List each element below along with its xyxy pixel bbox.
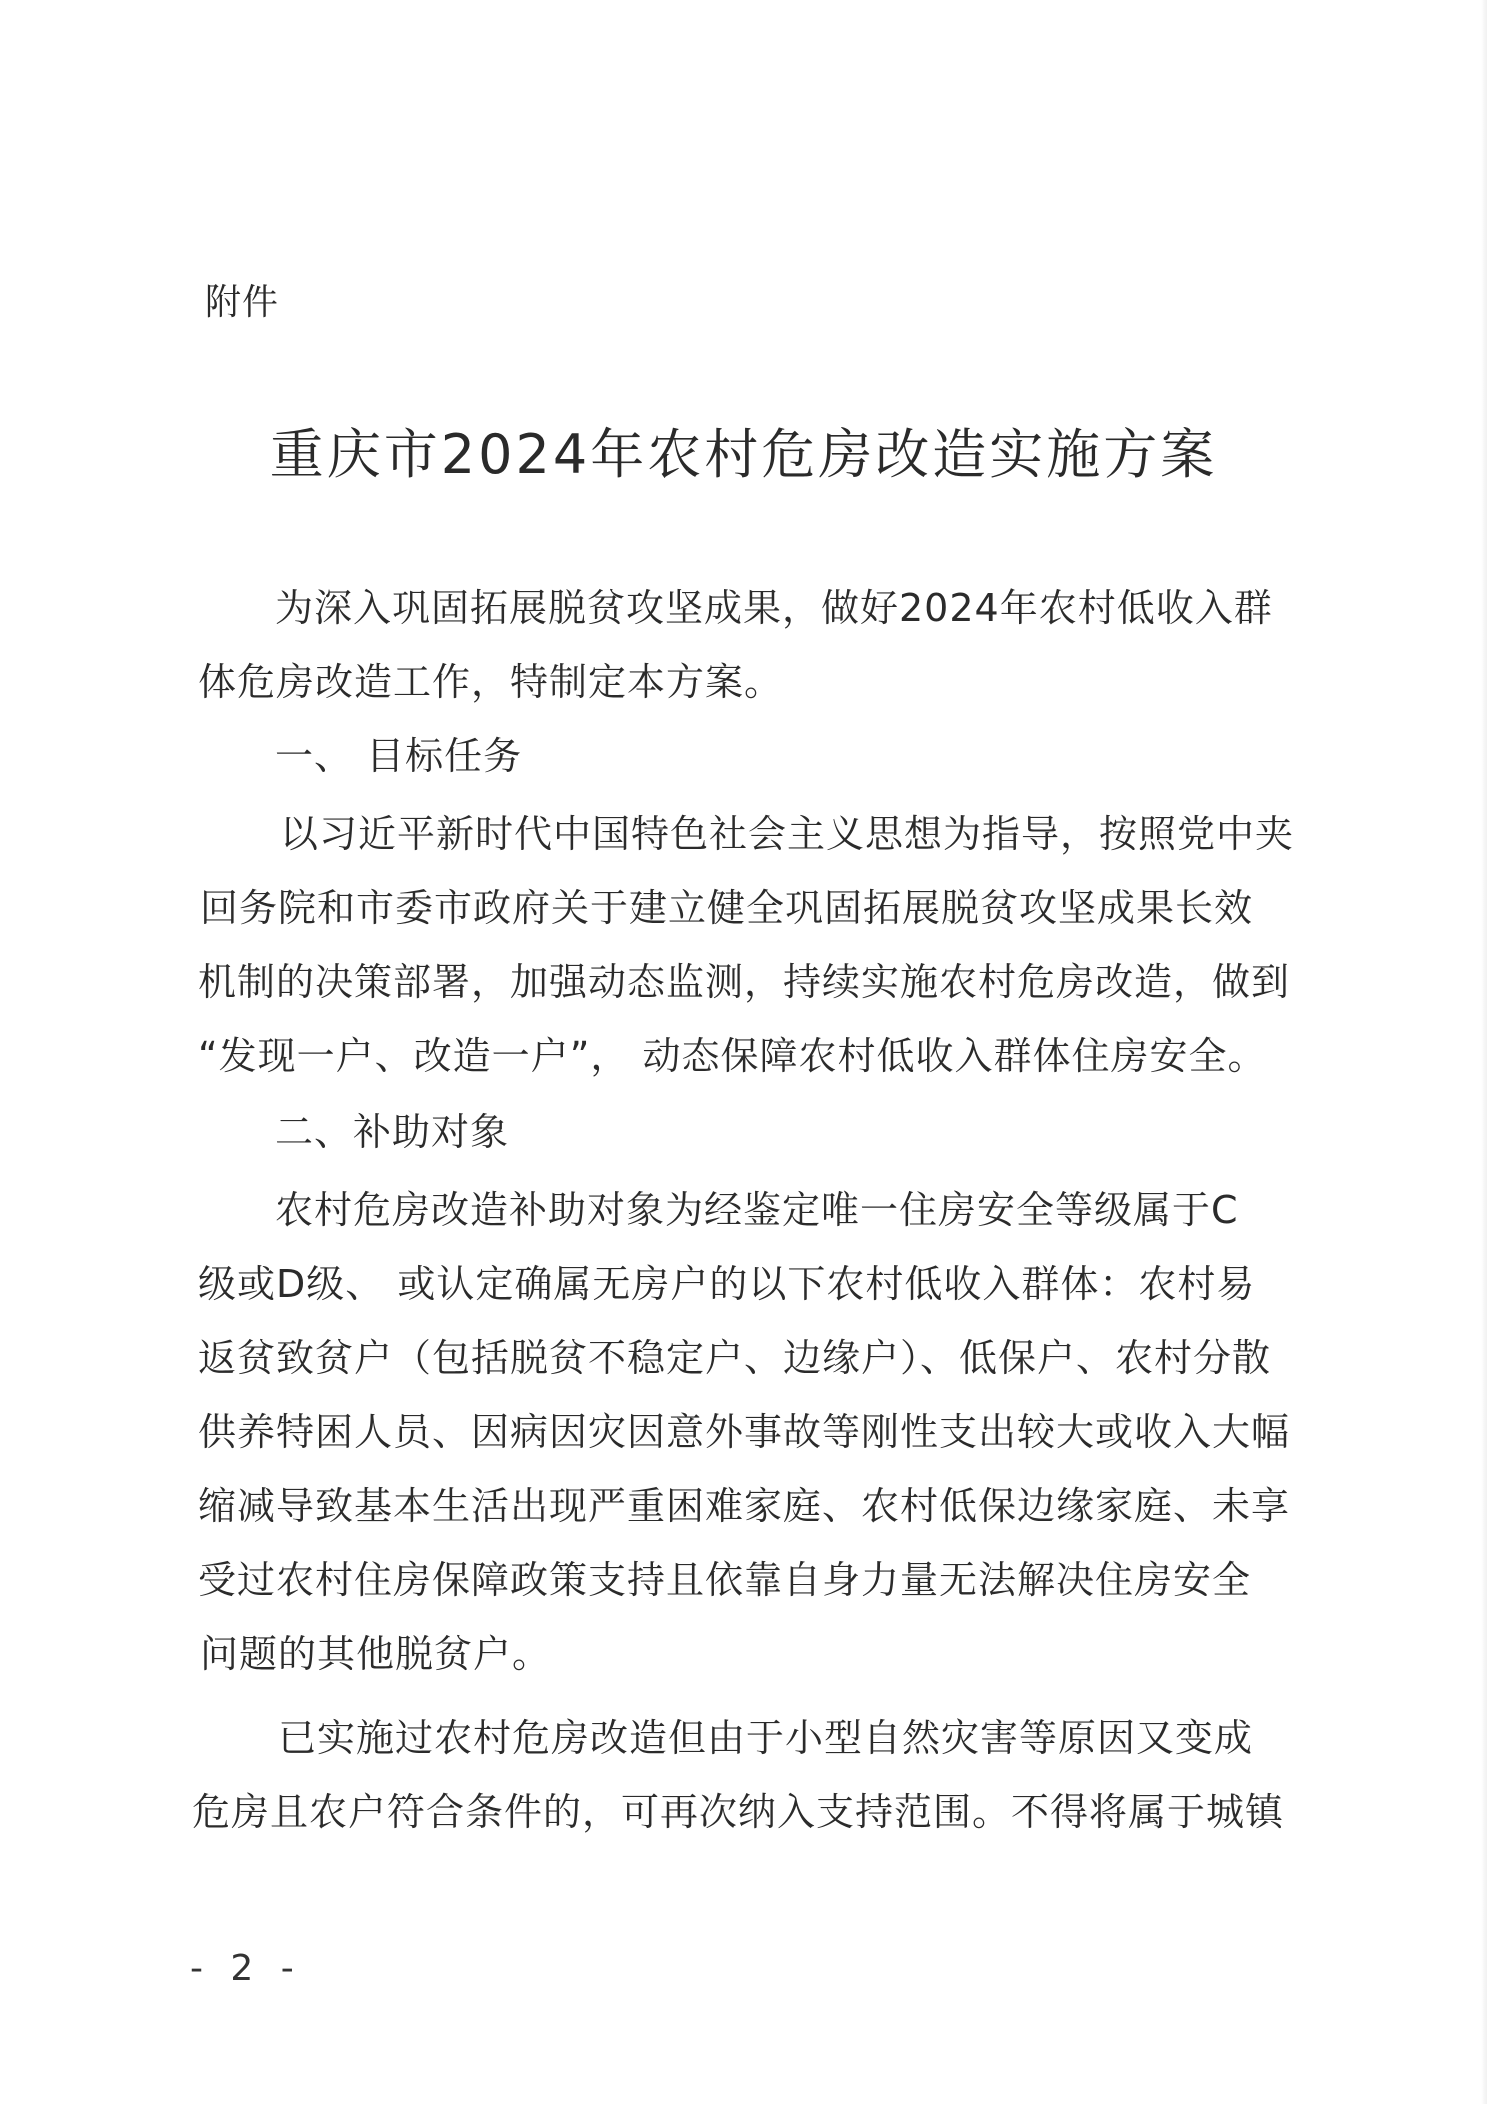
body-line: “发现一户、改造一户”， 动态保障农村低收入群体住房安全。 (198, 1034, 1267, 1078)
body-line: 级或D级、 或认定确属无房户的以下农村低收入群体：农村易 (198, 1262, 1256, 1306)
body-line: 体危房改造工作，特制定本方案。 (198, 660, 784, 704)
body-line: 农村危房改造补助对象为经鉴定唯一住房安全等级属于C (275, 1188, 1239, 1232)
body-line: 回务院和市委市政府关于建立健全巩固拓展脱贫攻坚成果长效 (200, 886, 1254, 930)
body-line: 机制的决策部署，加强动态监测，持续实施农村危房改造，做到 (198, 960, 1291, 1004)
body-line: 供养特困人员、因病因灾因意外事故等刚性支出较大或收入大幅 (198, 1410, 1291, 1454)
section-heading-objectives: 一、 目标任务 (275, 734, 523, 778)
body-line: 已实施过农村危房改造但由于小型自然灾害等原因又变成 (278, 1716, 1254, 1760)
body-line: 缩减导致基本生活出现严重困难家庭、农村低保边缘家庭、未享 (198, 1484, 1291, 1528)
body-line: 危房且农户符合条件的，可再次纳入支持范围。不得将属于城镇 (192, 1790, 1285, 1834)
document-title: 重庆市2024年农村危房改造实施方案 (269, 423, 1218, 486)
page-number: - 2 - (190, 1948, 302, 1989)
body-line: 问题的其他脱贫户。 (200, 1632, 552, 1676)
body-line: 受过农村住房保障政策支持且依靠自身力量无法解决住房安全 (198, 1558, 1252, 1602)
section-heading-subsidy-targets: 二、补助对象 (275, 1110, 510, 1154)
attachment-label: 附件 (205, 282, 280, 323)
body-line: 为深入巩固拓展脱贫攻坚成果，做好2024年农村低收入群 (275, 586, 1273, 630)
body-line: 返贫致贫户（包括脱贫不稳定户、边缘户）、低保户、农村分散 (198, 1336, 1272, 1380)
body-line: 以习近平新时代中国特色社会主义思想为指导，按照党中夹 (280, 812, 1295, 856)
scan-edge-shadow (1481, 0, 1487, 2104)
